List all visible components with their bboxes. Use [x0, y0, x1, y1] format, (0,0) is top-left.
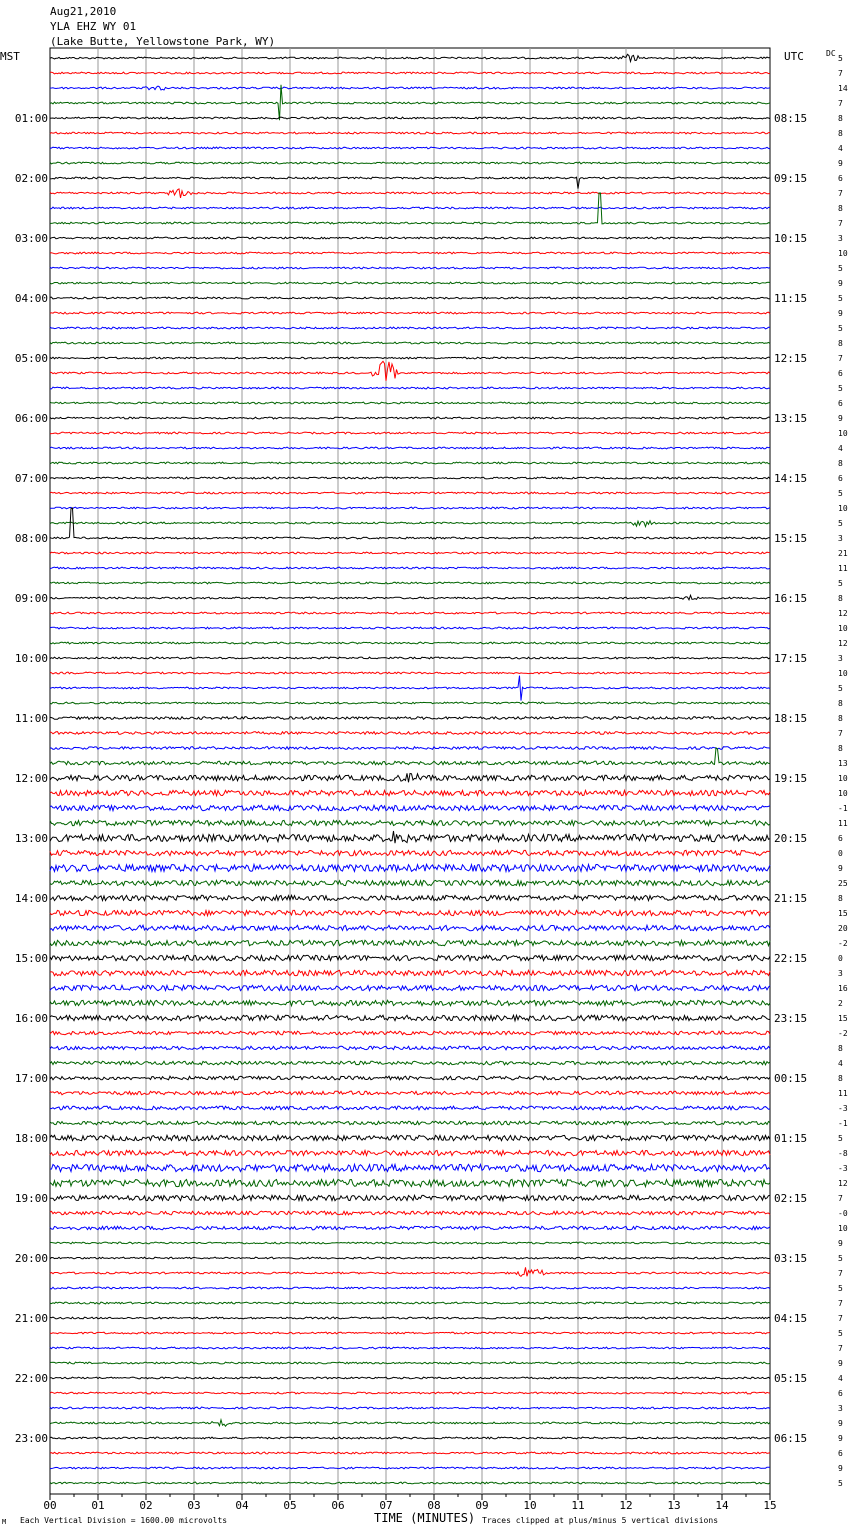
dc-offset-label: 7: [838, 1314, 843, 1323]
left-hour-label: 16:00: [14, 1012, 48, 1025]
seismic-trace: [50, 1377, 770, 1379]
dc-offset-label: 9: [838, 1434, 843, 1443]
left-hour-label: 21:00: [14, 1312, 48, 1325]
seismic-trace: [50, 357, 770, 359]
dc-offset-label: 6: [838, 834, 843, 843]
right-hour-label: 00:15: [774, 1072, 808, 1085]
right-hour-label: 09:15: [774, 172, 808, 185]
station-code: YLA EHZ WY 01: [50, 20, 137, 33]
dc-offset-label: 13: [838, 759, 848, 768]
x-tick-label: 07: [379, 1499, 393, 1512]
left-hour-label: 23:00: [14, 1432, 48, 1445]
left-hour-label: 20:00: [14, 1252, 48, 1265]
left-hour-label: 02:00: [14, 172, 48, 185]
left-hour-label: 14:00: [14, 892, 48, 905]
left-hour-label: 17:00: [14, 1072, 48, 1085]
right-hour-label: 18:15: [774, 712, 808, 725]
x-tick-label: 03: [187, 1499, 201, 1512]
seismic-trace: [50, 447, 770, 449]
seismic-trace: [50, 567, 770, 569]
dc-offset-label: 4: [838, 1374, 843, 1383]
seismic-trace: [50, 1257, 770, 1259]
dc-offset-label: 9: [838, 159, 843, 168]
left-hour-label: 19:00: [14, 1192, 48, 1205]
dc-offset-label: 11: [838, 564, 848, 573]
seismic-trace: [50, 790, 770, 795]
left-hour-label: 13:00: [14, 832, 48, 845]
right-hour-label: 19:15: [774, 772, 808, 785]
seismic-trace: [50, 925, 770, 930]
dc-offset-label: 5: [838, 489, 843, 498]
seismic-trace: [50, 831, 770, 843]
dc-offset-label: 9: [838, 1419, 843, 1428]
dc-offset-label: 20: [838, 924, 848, 933]
dc-offset-label: 5: [838, 1284, 843, 1293]
dc-offset-label: 5: [838, 264, 843, 273]
dc-offset-label: 21: [838, 549, 848, 558]
dc-offset-label: 7: [838, 189, 843, 198]
dc-offset-label: 5: [838, 324, 843, 333]
right-hour-label: 17:15: [774, 652, 808, 665]
seismic-trace: [50, 1317, 770, 1319]
seismic-trace: [50, 627, 770, 629]
dc-offset-label: 8: [838, 894, 843, 903]
seismic-trace: [50, 237, 770, 239]
left-hour-label: 07:00: [14, 472, 48, 485]
seismic-trace: [50, 1164, 770, 1171]
corner-mark: M: [2, 1518, 7, 1526]
x-tick-label: 06: [331, 1499, 345, 1512]
x-tick-label: 01: [91, 1499, 105, 1512]
left-hour-label: 03:00: [14, 232, 48, 245]
dc-offset-label: 5: [838, 1254, 843, 1263]
dc-label: DC: [826, 49, 836, 58]
dc-offset-label: 5: [838, 294, 843, 303]
right-hour-label: 16:15: [774, 592, 808, 605]
x-tick-label: 00: [43, 1499, 57, 1512]
dc-offset-label: -1: [838, 804, 848, 813]
dc-offset-label: 2: [838, 999, 843, 1008]
seismic-trace: [50, 1179, 770, 1186]
dc-offset-label: 0: [838, 954, 843, 963]
dc-offset-label: 5: [838, 1329, 843, 1338]
seismic-trace: [50, 492, 770, 494]
seismic-trace: [50, 312, 770, 314]
dc-offset-label: 3: [838, 534, 843, 543]
dc-offset-label: 9: [838, 414, 843, 423]
left-hour-label: 10:00: [14, 652, 48, 665]
seismic-trace: [50, 85, 770, 120]
seismic-trace: [50, 895, 770, 900]
seismic-trace: [50, 910, 770, 915]
seismic-trace: [50, 342, 770, 344]
seismic-trace: [50, 676, 770, 701]
dc-offset-label: 9: [838, 864, 843, 873]
dc-offset-label: 9: [838, 1239, 843, 1248]
dc-offset-label: 6: [838, 174, 843, 183]
seismic-trace: [50, 1420, 770, 1426]
x-tick-label: 13: [667, 1499, 681, 1512]
dc-offset-label: -8: [838, 1149, 848, 1158]
seismic-trace: [50, 1061, 770, 1065]
seismic-trace: [50, 521, 770, 527]
seismic-trace: [50, 207, 770, 209]
seismic-trace: [50, 1015, 770, 1020]
dc-offset-label: 8: [838, 714, 843, 723]
dc-offset-label: 8: [838, 114, 843, 123]
right-hour-label: 11:15: [774, 292, 808, 305]
dc-offset-label: -3: [838, 1164, 848, 1173]
seismic-trace: [50, 1437, 770, 1439]
dc-offset-label: 3: [838, 234, 843, 243]
seismic-trace: [50, 1031, 770, 1035]
seismic-trace: [50, 387, 770, 389]
seismic-trace: [50, 1392, 770, 1394]
left-hour-label: 04:00: [14, 292, 48, 305]
seismic-trace: [50, 477, 770, 479]
right-hour-label: 02:15: [774, 1192, 808, 1205]
right-hour-label: 08:15: [774, 112, 808, 125]
dc-offset-label: 0: [838, 849, 843, 858]
seismic-trace: [50, 252, 770, 254]
seismic-trace: [50, 189, 770, 198]
seismic-trace: [50, 86, 770, 90]
dc-offset-label: 10: [838, 1224, 848, 1233]
x-tick-label: 14: [715, 1499, 729, 1512]
plot-frame: [50, 48, 770, 1494]
seismic-trace: [50, 507, 770, 509]
dc-offset-label: 10: [838, 669, 848, 678]
seismic-trace: [50, 1091, 770, 1095]
dc-offset-label: 10: [838, 429, 848, 438]
left-hour-label: 12:00: [14, 772, 48, 785]
dc-offset-label: 12: [838, 639, 848, 648]
seismic-trace: [50, 955, 770, 960]
seismic-trace: [50, 940, 770, 945]
left-hour-label: 06:00: [14, 412, 48, 425]
seismic-trace: [50, 1076, 770, 1080]
dc-offset-label: 6: [838, 1389, 843, 1398]
seismic-trace: [50, 267, 770, 269]
dc-offset-label: 5: [838, 519, 843, 528]
dc-offset-label: 8: [838, 744, 843, 753]
left-hour-label: 08:00: [14, 532, 48, 545]
dc-offset-label: -2: [838, 939, 848, 948]
seismic-trace: [50, 1226, 770, 1230]
seismic-trace: [50, 612, 770, 614]
dc-offset-label: 4: [838, 144, 843, 153]
right-hour-label: 23:15: [774, 1012, 808, 1025]
clip-note: Traces clipped at plus/minus 5 vertical divisions: [482, 1516, 719, 1525]
dc-offset-label: 4: [838, 1059, 843, 1068]
seismic-trace: [50, 1407, 770, 1409]
seismic-trace: [50, 747, 770, 750]
dc-offset-label: 5: [838, 684, 843, 693]
dc-offset-label: 6: [838, 369, 843, 378]
x-tick-label: 15: [763, 1499, 777, 1512]
dc-offset-label: 7: [838, 69, 843, 78]
dc-offset-label: 25: [838, 879, 848, 888]
x-tick-label: 09: [475, 1499, 489, 1512]
dc-offset-label: 8: [838, 1074, 843, 1083]
seismic-trace: [50, 1195, 770, 1200]
seismic-trace: [50, 177, 770, 189]
seismic-trace: [50, 820, 770, 825]
dc-offset-label: 9: [838, 1359, 843, 1368]
dc-offset-label: 10: [838, 249, 848, 258]
scale-note: Each Vertical Division = 1600.00 microvolts: [20, 1516, 228, 1525]
seismic-trace: [50, 1287, 770, 1289]
seismic-trace: [50, 117, 770, 119]
seismic-trace: [50, 732, 770, 735]
seismic-trace: [50, 672, 770, 674]
left-hour-label: 22:00: [14, 1372, 48, 1385]
dc-offset-label: 3: [838, 654, 843, 663]
chart-date: Aug21,2010: [50, 5, 117, 18]
right-hour-label: 05:15: [774, 1372, 808, 1385]
seismic-trace: [50, 657, 770, 659]
right-hour-label: 22:15: [774, 952, 808, 965]
seismic-trace: [50, 282, 770, 284]
seismic-trace: [50, 417, 770, 419]
dc-offset-label: 10: [838, 789, 848, 798]
right-hour-label: 14:15: [774, 472, 808, 485]
dc-offset-label: 6: [838, 399, 843, 408]
right-hour-label: 10:15: [774, 232, 808, 245]
seismic-trace: [50, 1332, 770, 1334]
station-location: (Lake Butte, Yellowstone Park, WY): [50, 35, 276, 48]
dc-offset-label: 7: [838, 99, 843, 108]
dc-offset-label: 6: [838, 474, 843, 483]
seismic-trace: [50, 54, 770, 61]
seismic-trace: [50, 1121, 770, 1125]
dc-offset-label: 16: [838, 984, 848, 993]
dc-offset-label: 10: [838, 624, 848, 633]
left-hour-label: 01:00: [14, 112, 48, 125]
dc-offset-label: 11: [838, 1089, 848, 1098]
dc-offset-label: -3: [838, 1104, 848, 1113]
dc-offset-label: 3: [838, 1404, 843, 1413]
seismic-trace: [50, 748, 770, 765]
right-hour-label: 03:15: [774, 1252, 808, 1265]
left-hour-label: 18:00: [14, 1132, 48, 1145]
dc-offset-label: 15: [838, 1014, 848, 1023]
seismic-trace: [50, 717, 770, 720]
x-tick-label: 10: [523, 1499, 537, 1512]
x-tick-label: 11: [571, 1499, 585, 1512]
left-hour-label: 15:00: [14, 952, 48, 965]
dc-offset-label: 14: [838, 84, 848, 93]
left-zone-label: MST: [0, 50, 20, 63]
dc-offset-label: 3: [838, 969, 843, 978]
right-zone-label: UTC: [784, 50, 804, 63]
seismic-trace: [50, 1347, 770, 1349]
right-hour-label: 15:15: [774, 532, 808, 545]
seismic-trace: [50, 1046, 770, 1050]
seismic-trace: [50, 132, 770, 134]
seismic-trace: [50, 1150, 770, 1155]
dc-offset-label: 6: [838, 1449, 843, 1458]
dc-offset-label: 5: [838, 579, 843, 588]
seismic-trace: [50, 773, 770, 782]
dc-offset-label: 7: [838, 1269, 843, 1278]
seismic-trace: [50, 402, 770, 404]
dc-offset-label: 5: [838, 54, 843, 63]
seismic-trace: [50, 1452, 770, 1454]
seismic-trace: [50, 970, 770, 975]
seismic-trace: [50, 1000, 770, 1005]
right-hour-label: 13:15: [774, 412, 808, 425]
seismic-trace: [50, 1362, 770, 1364]
seismic-trace: [50, 1135, 770, 1140]
dc-offset-label: 5: [838, 1134, 843, 1143]
seismic-trace: [50, 1267, 770, 1276]
seismic-trace: [50, 582, 770, 584]
dc-offset-label: 5: [838, 384, 843, 393]
dc-offset-label: -2: [838, 1029, 848, 1038]
right-hour-label: 20:15: [774, 832, 808, 845]
dc-offset-label: 9: [838, 279, 843, 288]
x-axis-title: TIME (MINUTES): [374, 1511, 476, 1525]
dc-offset-label: 12: [838, 609, 848, 618]
dc-offset-label: 10: [838, 504, 848, 513]
dc-offset-label: -1: [838, 1119, 848, 1128]
dc-offset-label: 12: [838, 1179, 848, 1188]
dc-offset-label: 4: [838, 444, 843, 453]
x-tick-label: 02: [139, 1499, 153, 1512]
seismic-trace: [50, 642, 770, 644]
seismic-trace: [50, 361, 770, 381]
dc-offset-label: 8: [838, 1044, 843, 1053]
right-hour-label: 12:15: [774, 352, 808, 365]
x-tick-label: 12: [619, 1499, 633, 1512]
dc-offset-label: 8: [838, 129, 843, 138]
seismic-trace: [50, 880, 770, 885]
right-hour-label: 06:15: [774, 1432, 808, 1445]
dc-offset-label: -0: [838, 1209, 848, 1218]
x-tick-label: 04: [235, 1499, 249, 1512]
dc-offset-label: 8: [838, 699, 843, 708]
right-hour-label: 04:15: [774, 1312, 808, 1325]
seismic-trace: [50, 805, 770, 810]
dc-offset-label: 7: [838, 729, 843, 738]
x-tick-label: 05: [283, 1499, 297, 1512]
left-hour-label: 11:00: [14, 712, 48, 725]
dc-offset-label: 7: [838, 219, 843, 228]
seismic-trace: [50, 702, 770, 704]
seismic-trace: [50, 850, 770, 855]
dc-offset-label: 7: [838, 354, 843, 363]
dc-offset-label: 7: [838, 1299, 843, 1308]
dc-offset-label: 8: [838, 459, 843, 468]
seismic-trace: [50, 147, 770, 149]
seismic-trace: [50, 1467, 770, 1469]
left-hour-label: 09:00: [14, 592, 48, 605]
dc-offset-label: 9: [838, 309, 843, 318]
right-hour-label: 21:15: [774, 892, 808, 905]
left-hour-label: 05:00: [14, 352, 48, 365]
seismic-trace: [50, 1242, 770, 1244]
seismic-trace: [50, 1106, 770, 1110]
right-hour-label: 01:15: [774, 1132, 808, 1145]
seismic-trace: [50, 462, 770, 464]
seismic-trace: [50, 72, 770, 74]
dc-offset-label: 8: [838, 204, 843, 213]
dc-offset-label: 7: [838, 1344, 843, 1353]
dc-offset-label: 11: [838, 819, 848, 828]
seismic-trace: [50, 864, 770, 871]
seismic-trace: [50, 595, 770, 600]
dc-offset-label: 5: [838, 1479, 843, 1488]
dc-offset-label: 8: [838, 339, 843, 348]
dc-offset-label: 15: [838, 909, 848, 918]
seismic-trace: [50, 1302, 770, 1304]
dc-offset-label: 8: [838, 594, 843, 603]
seismic-trace: [50, 552, 770, 554]
seismic-trace: [50, 297, 770, 299]
seismic-trace: [50, 327, 770, 329]
seismic-trace: [50, 1211, 770, 1215]
dc-offset-label: 7: [838, 1194, 843, 1203]
dc-offset-label: 10: [838, 774, 848, 783]
seismic-trace: [50, 1482, 770, 1484]
x-tick-label: 08: [427, 1499, 441, 1512]
seismic-trace: [50, 162, 770, 164]
seismic-trace: [50, 985, 770, 990]
seismic-trace: [50, 432, 770, 434]
dc-offset-label: 9: [838, 1464, 843, 1473]
